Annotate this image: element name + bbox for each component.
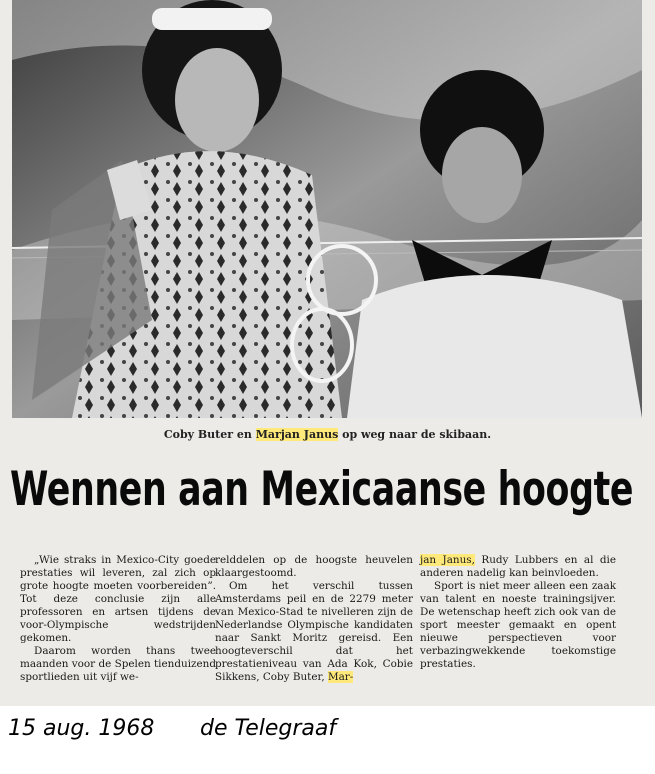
paragraph: „Wie straks in Mexico-City goede prestaties wil leveren, zal zich op grote hoogte moeten voorbereiden”. Tot deze conclusie zijn alle professoren en artsen tijdens de voor-Olympische wedstrijden gekomen. bbox=[20, 554, 216, 644]
newspaper-name: de Telegraaf bbox=[200, 716, 337, 741]
article-column-3 bbox=[420, 554, 616, 671]
paragraph: Sport is niet meer alleen een zaak van talent en noeste trainingsijver. De wetenschap heeft zich ook van de sport meester gemaakt en opent nieuwe perspectieven voor verbazingwekkende toekomstige prestaties. bbox=[420, 580, 616, 670]
paragraph-text: Om het verschil tussen Amsterdams peil en de 2279 meter van Mexico-Stad te nivelleren zijn de Nederlandse Olympische kandidaten naar Sankt Moritz gereisd. Een hoogteverschil dat het prestatieniveau van Ada Kok, Cobie Sikkens, Coby Buter, bbox=[215, 580, 413, 683]
caption-highlight: Marjan Janus bbox=[255, 428, 339, 441]
article-column-1 bbox=[20, 554, 216, 684]
caption-text-end: op weg naar de skibaan. bbox=[338, 428, 492, 441]
name-highlight: Mar- bbox=[327, 671, 354, 683]
photo-caption bbox=[0, 428, 655, 441]
name-highlight: jan Janus, bbox=[420, 554, 475, 566]
photo-two-skaters bbox=[12, 0, 642, 418]
paragraph-text: Rudy Lubbers en al die anderen nadelig kan beinvloeden. bbox=[420, 554, 616, 579]
publication-date: 15 aug. 1968 bbox=[8, 716, 155, 741]
paragraph: Daarom worden thans twee maanden voor de Spelen tienduizend sportlieden uit vijf we- bbox=[20, 645, 216, 683]
article-column-2 bbox=[215, 554, 413, 684]
paragraph: relddelen op de hoogste heuvelen klaargestoomd. bbox=[215, 554, 413, 579]
photo-illustration bbox=[12, 0, 642, 418]
paragraph bbox=[420, 554, 616, 580]
headline: Wennen aan Mexicaanse hoogte bbox=[10, 462, 634, 517]
caption-text: Coby Buter en bbox=[163, 428, 256, 441]
paragraph bbox=[215, 580, 413, 684]
